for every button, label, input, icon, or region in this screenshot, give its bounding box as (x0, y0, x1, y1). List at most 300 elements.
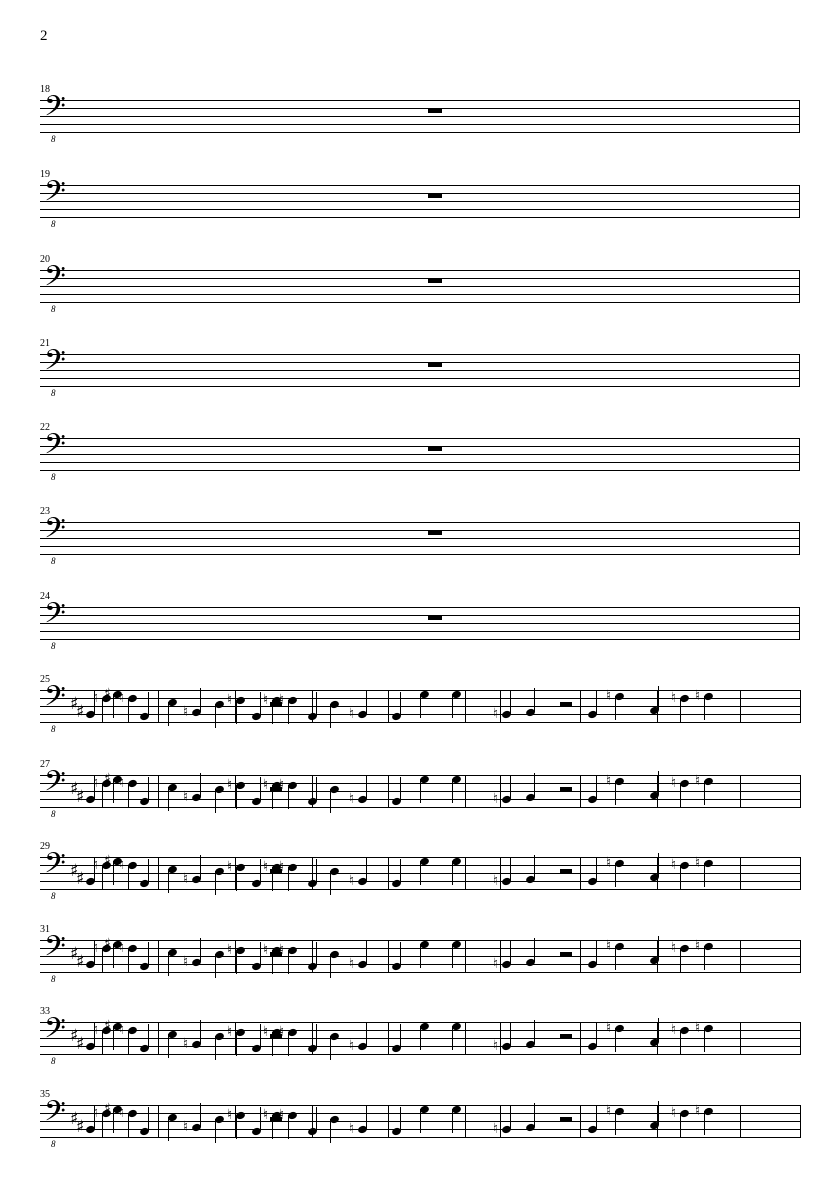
staff-line (40, 615, 800, 616)
note-stem (534, 1103, 535, 1127)
barline (465, 940, 466, 973)
bass-clef-icon: 𝄢 (44, 260, 66, 300)
note-stem (330, 1119, 331, 1143)
key-signature-sharp: ♯ (76, 952, 85, 972)
barline (740, 940, 741, 973)
accidental-natural: ♮ (695, 1103, 701, 1119)
note-stem (168, 869, 169, 893)
note-stem (316, 859, 317, 883)
accidental-natural: ♮ (279, 1107, 285, 1123)
note-stem (168, 1034, 169, 1058)
accidental-natural: ♮ (263, 1024, 269, 1040)
note-stem (330, 1036, 331, 1060)
note-stem (680, 1030, 681, 1054)
note-stem (658, 853, 659, 877)
note-stem (102, 698, 103, 722)
accidental-natural: ♮ (227, 942, 233, 958)
whole-measure-rest (428, 362, 442, 367)
note-stem (200, 855, 201, 879)
note-stem (128, 698, 129, 722)
accidental-natural: ♮ (279, 777, 285, 793)
note-stem (400, 692, 401, 716)
accidental-natural: ♮ (263, 1107, 269, 1123)
note-stem (272, 1115, 273, 1139)
barline (500, 1105, 501, 1138)
accidental-natural: ♮ (263, 942, 269, 958)
barline (500, 940, 501, 973)
note-stem (200, 1103, 201, 1127)
half-rest (560, 1117, 572, 1121)
note-stem (596, 690, 597, 714)
clef-octave-marker: 8 (51, 724, 56, 734)
barline (799, 270, 800, 303)
barline (800, 775, 801, 808)
accidental-natural: ♮ (263, 777, 269, 793)
note-stem (704, 696, 705, 720)
page-number: 2 (40, 28, 48, 44)
note-stem (316, 942, 317, 966)
barline (465, 1105, 466, 1138)
note-stem (168, 1117, 169, 1141)
note-stem (260, 692, 261, 716)
barline (388, 775, 389, 808)
note-stem (148, 692, 149, 716)
staff-line (40, 370, 800, 371)
barline (465, 690, 466, 723)
staff-line (40, 108, 800, 109)
note-stem (288, 950, 289, 974)
measure-number: 22 (40, 422, 50, 433)
accidental-natural: ♮ (93, 1105, 99, 1121)
note-stem (148, 777, 149, 801)
measure-number: 35 (40, 1089, 50, 1100)
staff-line (40, 1105, 800, 1106)
accidental-natural: ♮ (695, 688, 701, 704)
staff-line (40, 193, 800, 194)
accidental-natural: ♮ (227, 777, 233, 793)
staff (40, 185, 800, 217)
accidental-natural: ♯ (104, 771, 111, 787)
barline (388, 690, 389, 723)
accidental-natural: ♮ (695, 1020, 701, 1036)
accidental-natural: ♮ (695, 855, 701, 871)
barline (800, 690, 801, 723)
staff-line (40, 362, 800, 363)
accidental-natural: ♮ (671, 1022, 677, 1038)
staff-line (40, 972, 800, 973)
note-stem (366, 857, 367, 881)
note-stem (400, 777, 401, 801)
staff-line (40, 132, 800, 133)
accidental-natural: ♮ (493, 1121, 499, 1137)
note-stem (452, 1026, 453, 1050)
note-stem (168, 787, 169, 811)
accidental-natural: ♮ (606, 938, 612, 954)
note-stem (260, 1107, 261, 1131)
note-stem (680, 1113, 681, 1137)
measure-number: 18 (40, 84, 50, 95)
note-stem (366, 1105, 367, 1129)
note-stem (615, 696, 616, 720)
whole-measure-rest (428, 530, 442, 535)
note-stem (510, 1022, 511, 1046)
note-stem (615, 863, 616, 887)
note-stem (215, 789, 216, 813)
note-stem (330, 704, 331, 728)
note-stem (366, 775, 367, 799)
accidental-natural: ♮ (671, 940, 677, 956)
barline (799, 438, 800, 471)
accidental-natural: ♮ (227, 692, 233, 708)
barline (580, 857, 581, 890)
note-stem (102, 783, 103, 807)
accidental-natural: ♮ (606, 688, 612, 704)
staff-line (40, 775, 800, 776)
note-stem (366, 1022, 367, 1046)
note-stem (288, 867, 289, 891)
note-stem (288, 1115, 289, 1139)
staff-line (40, 1054, 800, 1055)
accidental-natural: ♮ (493, 1038, 499, 1054)
whole-measure-rest (428, 193, 442, 198)
note-stem (534, 1020, 535, 1044)
accidental-natural: ♮ (93, 1022, 99, 1038)
accidental-natural: ♮ (349, 791, 355, 807)
staff-line (40, 446, 800, 447)
barline (799, 100, 800, 133)
note-stem (534, 688, 535, 712)
note-stem (113, 861, 114, 885)
accidental-natural: ♮ (606, 855, 612, 871)
barline (800, 940, 801, 973)
note-stem (316, 1107, 317, 1131)
staff-line (40, 607, 800, 608)
whole-measure-rest (428, 278, 442, 283)
accidental-natural: ♮ (349, 706, 355, 722)
barline (580, 940, 581, 973)
bass-clef-icon: 𝄢 (44, 680, 66, 720)
barline (800, 1105, 801, 1138)
clef-octave-marker: 8 (51, 641, 56, 651)
bass-clef-icon: 𝄢 (44, 1095, 66, 1135)
accidental-natural: ♮ (227, 1024, 233, 1040)
accidental-natural: ♮ (183, 871, 189, 887)
half-rest (560, 702, 572, 706)
accidental-natural: ♮ (671, 775, 677, 791)
accidental-natural: ♮ (93, 690, 99, 706)
clef-octave-marker: 8 (51, 1139, 56, 1149)
barline (158, 1022, 159, 1055)
note-stem (452, 944, 453, 968)
barline (158, 1105, 159, 1138)
bass-clef-icon: 𝄢 (44, 765, 66, 805)
note-stem (400, 859, 401, 883)
staff-line (40, 354, 800, 355)
note-stem (420, 694, 421, 718)
staff-line (40, 623, 800, 624)
note-stem (148, 859, 149, 883)
accidental-natural: ♮ (349, 873, 355, 889)
accidental-natural: ♮ (183, 704, 189, 720)
key-signature-sharp: ♯ (70, 944, 79, 964)
note-stem (128, 783, 129, 807)
staff-line (40, 278, 800, 279)
staff-line (40, 530, 800, 531)
barline (580, 1022, 581, 1055)
note-stem (128, 865, 129, 889)
note-stem (272, 1032, 273, 1056)
note-stem (452, 779, 453, 803)
staff-line (40, 470, 800, 471)
accidental-natural: ♮ (349, 1038, 355, 1054)
accidental-natural: ♮ (227, 1107, 233, 1123)
barline (800, 1022, 801, 1055)
note-stem (236, 785, 237, 809)
note-stem (680, 698, 681, 722)
staff-line (40, 1022, 800, 1023)
note-stem (704, 946, 705, 970)
barline (158, 857, 159, 890)
note-stem (113, 944, 114, 968)
note-stem (272, 867, 273, 891)
note-stem (366, 940, 367, 964)
accidental-natural: ♮ (183, 789, 189, 805)
key-signature-sharp: ♯ (76, 702, 85, 722)
note-stem (215, 704, 216, 728)
key-signature-sharp: ♯ (76, 787, 85, 807)
staff-line (40, 857, 800, 858)
note-stem (288, 700, 289, 724)
key-signature-sharp: ♯ (76, 1117, 85, 1137)
staff-line (40, 378, 800, 379)
staff-line (40, 294, 800, 295)
measure-number: 23 (40, 506, 50, 517)
note-stem (420, 779, 421, 803)
note-stem (330, 789, 331, 813)
note-stem (510, 1105, 511, 1129)
accidental-natural: ♮ (349, 956, 355, 972)
measure-number: 27 (40, 759, 50, 770)
note-stem (113, 779, 114, 803)
barline (740, 1022, 741, 1055)
key-signature-sharp: ♯ (70, 1026, 79, 1046)
whole-measure-rest (428, 108, 442, 113)
barline (465, 775, 466, 808)
accidental-natural: ♮ (606, 1103, 612, 1119)
note-stem (288, 785, 289, 809)
accidental-natural: ♮ (695, 938, 701, 954)
barline (799, 185, 800, 218)
note-stem (615, 946, 616, 970)
barline (388, 857, 389, 890)
staff-line (40, 116, 800, 117)
measure-number: 20 (40, 254, 50, 265)
note-stem (534, 855, 535, 879)
barline (388, 1105, 389, 1138)
note-stem (168, 952, 169, 976)
note-stem (128, 1030, 129, 1054)
barline (799, 522, 800, 555)
note-stem (658, 686, 659, 710)
note-stem (215, 954, 216, 978)
note-stem (452, 1109, 453, 1133)
note-stem (658, 771, 659, 795)
accidental-natural: ♮ (279, 859, 285, 875)
note-stem (596, 1105, 597, 1129)
note-stem (596, 775, 597, 799)
half-rest (560, 1034, 572, 1038)
clef-octave-marker: 8 (51, 1056, 56, 1066)
note-stem (510, 690, 511, 714)
clef-octave-marker: 8 (51, 388, 56, 398)
key-signature-sharp: ♯ (70, 694, 79, 714)
staff-line (40, 209, 800, 210)
note-stem (200, 773, 201, 797)
staff-line (40, 722, 800, 723)
measure-number: 21 (40, 338, 50, 349)
note-stem (102, 948, 103, 972)
accidental-natural: ♮ (119, 1022, 125, 1038)
note-stem (658, 936, 659, 960)
accidental-natural: ♮ (263, 859, 269, 875)
note-stem (113, 694, 114, 718)
note-stem (680, 783, 681, 807)
measure-number: 29 (40, 841, 50, 852)
note-stem (704, 863, 705, 887)
bass-clef-icon: 𝄢 (44, 1012, 66, 1052)
bass-clef-icon: 𝄢 (44, 175, 66, 215)
note-stem (236, 1115, 237, 1139)
note-stem (452, 694, 453, 718)
note-stem (420, 1026, 421, 1050)
accidental-natural: ♮ (119, 690, 125, 706)
accidental-natural: ♯ (104, 686, 111, 702)
note-stem (200, 938, 201, 962)
note-stem (420, 861, 421, 885)
note-stem (272, 950, 273, 974)
staff (40, 354, 800, 386)
note-stem (316, 692, 317, 716)
note-stem (200, 1020, 201, 1044)
staff-line (40, 522, 800, 523)
barline (740, 857, 741, 890)
note-stem (102, 1113, 103, 1137)
measure-number: 31 (40, 924, 50, 935)
accidental-natural: ♮ (671, 857, 677, 873)
accidental-natural: ♮ (119, 940, 125, 956)
accidental-natural: ♮ (93, 775, 99, 791)
staff-line (40, 124, 800, 125)
whole-measure-rest (428, 446, 442, 451)
note-stem (704, 781, 705, 805)
accidental-natural: ♯ (104, 1101, 111, 1117)
accidental-natural: ♮ (671, 1105, 677, 1121)
bass-clef-icon: 𝄢 (44, 930, 66, 970)
note-stem (168, 702, 169, 726)
bass-clef-icon: 𝄢 (44, 344, 66, 384)
staff-line (40, 100, 800, 101)
clef-octave-marker: 8 (51, 219, 56, 229)
accidental-natural: ♮ (349, 1121, 355, 1137)
barline (500, 857, 501, 890)
staff (40, 607, 800, 639)
staff-line (40, 807, 800, 808)
clef-octave-marker: 8 (51, 556, 56, 566)
note-stem (215, 1119, 216, 1143)
note-stem (452, 861, 453, 885)
clef-octave-marker: 8 (51, 134, 56, 144)
half-rest (560, 869, 572, 873)
accidental-natural: ♮ (606, 1020, 612, 1036)
barline (740, 775, 741, 808)
note-stem (615, 781, 616, 805)
staff-line (40, 940, 800, 941)
note-stem (420, 944, 421, 968)
note-stem (215, 1036, 216, 1060)
staff-line (40, 302, 800, 303)
note-stem (534, 773, 535, 797)
note-stem (260, 859, 261, 883)
bass-clef-icon: 𝄢 (44, 597, 66, 637)
note-stem (148, 1107, 149, 1131)
bass-clef-icon: 𝄢 (44, 847, 66, 887)
bass-clef-icon: 𝄢 (44, 512, 66, 552)
half-rest (560, 952, 572, 956)
staff-line (40, 217, 800, 218)
barline (158, 775, 159, 808)
note-stem (615, 1111, 616, 1135)
barline (465, 857, 466, 890)
accidental-natural: ♮ (279, 1024, 285, 1040)
accidental-natural: ♯ (104, 936, 111, 952)
note-stem (400, 942, 401, 966)
barline (388, 940, 389, 973)
staff-line (40, 546, 800, 547)
half-rest (560, 787, 572, 791)
accidental-natural: ♮ (119, 857, 125, 873)
note-stem (534, 938, 535, 962)
accidental-natural: ♮ (279, 692, 285, 708)
accidental-natural: ♮ (93, 940, 99, 956)
accidental-natural: ♮ (227, 859, 233, 875)
staff-line (40, 1137, 800, 1138)
note-stem (113, 1026, 114, 1050)
note-stem (260, 942, 261, 966)
accidental-natural: ♮ (93, 857, 99, 873)
staff (40, 100, 800, 132)
barline (500, 775, 501, 808)
barline (799, 607, 800, 640)
note-stem (236, 1032, 237, 1056)
barline (800, 857, 801, 890)
note-stem (596, 1022, 597, 1046)
accidental-natural: ♮ (695, 773, 701, 789)
clef-octave-marker: 8 (51, 304, 56, 314)
accidental-natural: ♮ (493, 791, 499, 807)
note-stem (113, 1109, 114, 1133)
note-stem (400, 1024, 401, 1048)
bass-clef-icon: 𝄢 (44, 428, 66, 468)
note-stem (236, 867, 237, 891)
staff-line (40, 462, 800, 463)
note-stem (128, 948, 129, 972)
measure-number: 24 (40, 591, 50, 602)
barline (158, 940, 159, 973)
note-stem (330, 871, 331, 895)
whole-measure-rest (428, 615, 442, 620)
accidental-natural: ♮ (183, 1036, 189, 1052)
note-stem (615, 1028, 616, 1052)
